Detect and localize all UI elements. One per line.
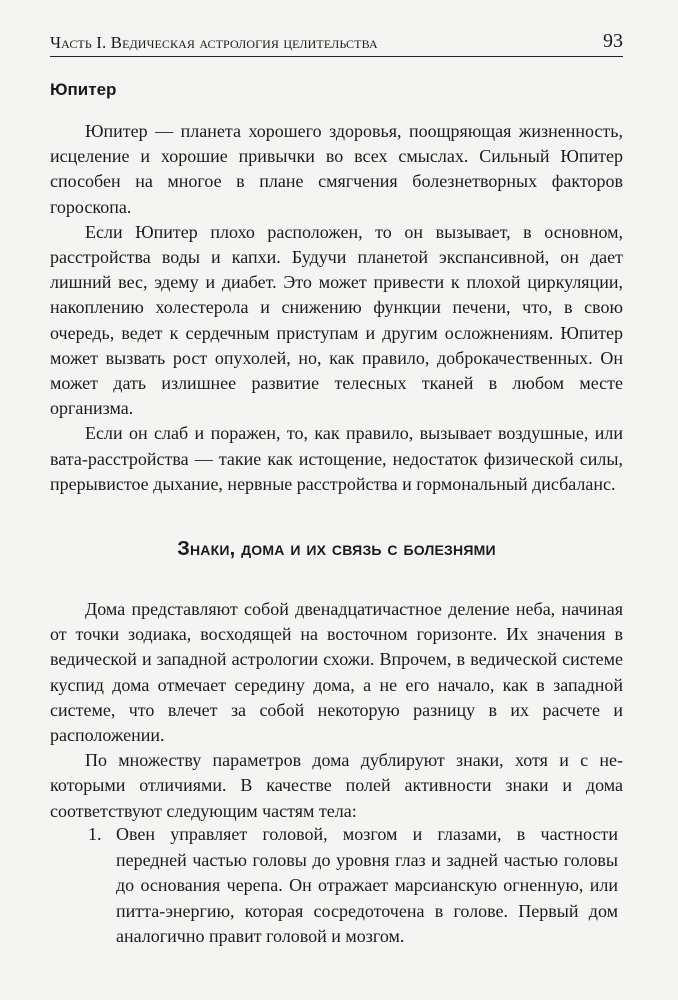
list-item-number: 1. — [88, 824, 102, 844]
jupiter-paragraph-1: Юпитер — планета хорошего здоровья, поощряющая жизненность, исцеление и хорошие привычки во всех смыслах. Сильный Юпитер способен на многое в плане смягчения болезнетворных факторов гороскопа. — [50, 121, 623, 217]
section-title: Знаки, дома и их связь с болезнями — [177, 538, 496, 560]
jupiter-paragraph-2: Если Юпитер плохо расположен, то он вызывает, в основном, расстройства воды и капхи. Будучи планетой экспансивной, он дает лишний вес, эдему и диабет. Это может привести к плохой циркуляции, накоплению холестерола и снижению функции печени, что, в свою очередь, ведет к сердечным приступам и другим осложнениям. Юпитер может вызвать рост опухолей, но, как правило, доброкачественных. Он может дать излишнее развитие телесных тканей в любом месте организма. — [50, 221, 623, 419]
signs-paragraph-1: Дома представляют собой двенадцатичастное деление неба, начиная от точки зодиака, восходящей на восточном горизонте. Их значения в ведической и западной астрологии схожи. Впрочем, в ведической системе куспид дома отмечает середину дома, а не его начало, как в западной системе, что влечет за собой некоторую разницу в их расчете и расположении. — [50, 599, 623, 746]
jupiter-text — [50, 119, 623, 497]
signs-text — [50, 597, 623, 824]
signs-paragraph-2: По множеству параметров дома дублируют знаки, хотя и с некоторыми отличиями. В качестве полей активности знаки и дома соответствуют следующим частям тела: — [50, 750, 623, 821]
body-parts-list — [88, 822, 618, 950]
running-header — [50, 30, 623, 57]
jupiter-heading: Юпитер — [50, 80, 117, 99]
jupiter-paragraph-3: Если он слаб и поражен, то, как правило, вызывает воздушные, или вата-расстройства — такие как истощение, недостаток физической силы, прерывистое дыхание, нервные расстройства и гормональный дисбаланс. — [50, 423, 623, 494]
list-item — [88, 822, 618, 950]
page-number: 93 — [603, 30, 623, 52]
list-item-text: Овен управляет головой, мозгом и глазами, в частности передней частью головы до уровня глаз и задней частью головы до основания черепа. Он отражает марсианскую огненную, или питта-энергию, которая сосредоточена в голове. Первый дом аналогично правит головой и мозгом. — [116, 824, 618, 947]
running-title: Часть I. Ведическая астрология целительства — [50, 33, 378, 52]
